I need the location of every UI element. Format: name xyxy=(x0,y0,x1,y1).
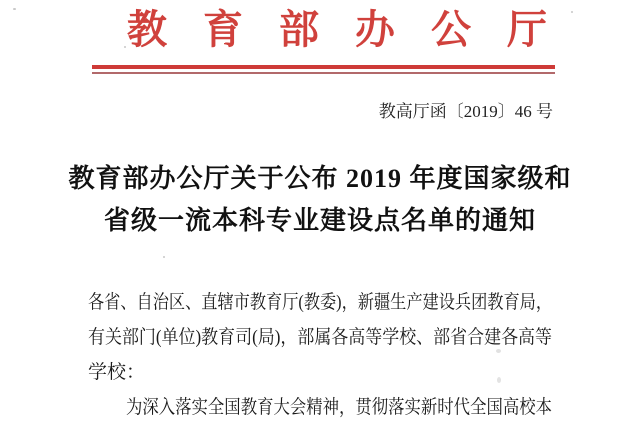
notice-title xyxy=(0,158,640,242)
scan-speck xyxy=(13,8,16,10)
notice-body xyxy=(88,285,552,425)
scan-speck xyxy=(496,349,501,353)
letterhead-rule-thin xyxy=(92,72,555,74)
letterhead-title: 教育部办公厅 xyxy=(127,7,583,52)
paragraph-line-text: 为深入落实全国教育大会精神，贯彻落实新时代全国高校本 xyxy=(126,397,552,418)
letterhead-rule-thick xyxy=(92,65,555,69)
scan-speck xyxy=(163,256,165,258)
notice-title-line-1: 教育部办公厅关于公布 2019 年度国家级和 xyxy=(68,164,572,193)
salutation-line xyxy=(88,285,552,320)
salutation-line xyxy=(88,355,552,390)
scan-speck xyxy=(124,46,126,48)
document-reference-number: 教高厅函〔2019〕46 号 xyxy=(378,102,553,121)
salutation-line-text: 学校： xyxy=(88,362,146,383)
salutation-line xyxy=(88,320,552,355)
notice-title-line-2: 省级一流本科专业建设点名单的通知 xyxy=(103,206,536,235)
salutation-line-text: 有关部门(单位)教育司(局)，部属各高等学校、部省合建各高等 xyxy=(88,327,552,348)
scan-speck xyxy=(571,11,573,13)
paragraph-line xyxy=(88,390,552,425)
salutation-line-text: 各省、自治区、直辖市教育厅(教委)，新疆生产建设兵团教育局， xyxy=(88,292,552,313)
scan-speck xyxy=(497,377,501,383)
